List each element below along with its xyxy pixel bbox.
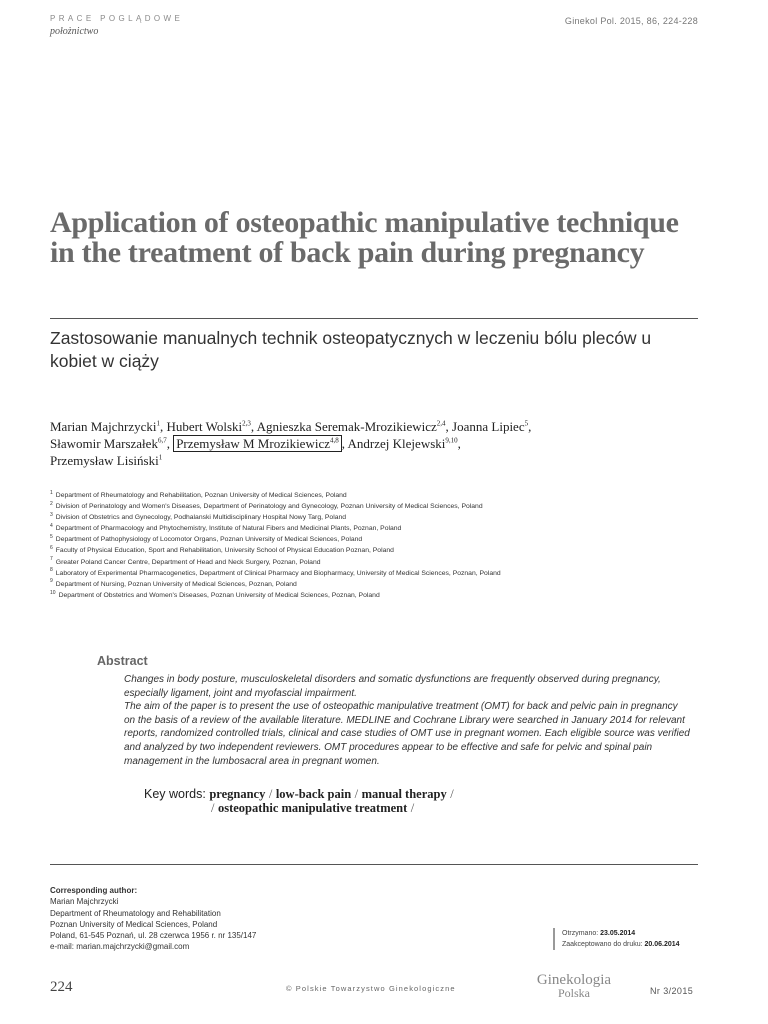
keywords-line: Key words: pregnancy / low-back pain / manual therapy / bbox=[144, 787, 454, 801]
affiliation-text: Department of Pathophysiology of Locomotor Organs, Poznan University of Medical Sciences, Poland bbox=[55, 536, 363, 544]
affiliation-text: Department of Rheumatology and Rehabilitation, Poznan University of Medical Sciences, Poland bbox=[55, 492, 347, 499]
abstract-heading: Abstract bbox=[97, 654, 148, 668]
keyword: low-back pain bbox=[275, 787, 352, 801]
affiliation-text: Division of Perinatology and Women's Diseases, Department of Perinatology and Gynecology, Poznan University of Medical Sciences, Poland bbox=[55, 503, 483, 511]
highlighted-author bbox=[173, 435, 342, 452]
corresponding-author-line: Poland, 61-545 Poznań, ul. 28 czerwca 1956 r. nr 135/147 bbox=[50, 931, 257, 941]
affiliation-text: Department of Pharmacology and Phytochemistry, Institute of Natural Fibers and Medicinal Plants, Poznan, Poland bbox=[55, 525, 402, 533]
affiliation-item bbox=[50, 490, 710, 501]
author-affiliation-ref: 9,10 bbox=[445, 436, 458, 445]
abstract-paragraph: The aim of the paper is to present the use of osteopathic manipulative treatment (OMT) for back and pelvic pain in pregnancy on the basis of a review of the available literature. MEDLINE and Cochrane Library were searched in January 2014 for relevant reports, randomized controlled trials, clinical and case studies of OMT use in pregnant women. Each eligible source was verified and analyzed by two independent reviewers. OMT procedures appear to be effective and safe for pelvic and spinal pain management in the lumbosacral area in pregnant women. bbox=[124, 701, 690, 767]
corresponding-author-line: Marian Majchrzycki bbox=[50, 897, 119, 907]
received-date: Otrzymano: 23.05.2014 bbox=[562, 930, 636, 937]
author-name: Joanna Lipiec bbox=[452, 419, 525, 434]
affiliation-text: Department of Obstetrics and Women's Diseases, Poznan University of Medical Sciences, Poznan, Poland bbox=[58, 591, 380, 599]
author-name: Przemysław Lisiński bbox=[50, 453, 159, 468]
keyword: osteopathic manipulative treatment bbox=[217, 801, 408, 815]
affiliation-text: Greater Poland Cancer Centre, Department of Head and Neck Surgery, Poznan, Poland bbox=[55, 558, 321, 566]
abstract-body bbox=[124, 673, 690, 768]
affiliation-item bbox=[50, 501, 710, 512]
affiliation-number: 6 bbox=[50, 545, 53, 552]
affiliation-number: 9 bbox=[50, 578, 53, 585]
keyword: manual therapy bbox=[361, 787, 447, 801]
issue-number: Nr 3/2015 bbox=[650, 986, 694, 996]
author-name: Agnieszka Seremak-Mrozikiewicz bbox=[256, 419, 437, 434]
affiliation-text: Laboratory of Experimental Pharmacogenetics, Department of Clinical Pharmacy and Biopharmacy, University of Medical Sciences, Poznan, Poland bbox=[55, 569, 501, 577]
keywords-line: / osteopathic manipulative treatment / bbox=[211, 801, 415, 815]
affiliation-number: 4 bbox=[50, 523, 53, 530]
affiliation-text: Department of Nursing, Poznan University of Medical Sciences, Poznan, Poland bbox=[55, 580, 297, 588]
author-affiliation-ref: 5 bbox=[524, 419, 529, 428]
affiliation-item bbox=[50, 534, 710, 545]
affiliation-number: 7 bbox=[50, 556, 53, 563]
page-number: 224 bbox=[50, 979, 73, 995]
section-label: PRACE POGLĄDOWE bbox=[50, 14, 184, 23]
corresponding-author-heading: Corresponding author: bbox=[50, 886, 138, 895]
copyright-notice: © Polskie Towarzystwo Ginekologiczne bbox=[286, 984, 456, 993]
article-subtitle: Zastosowanie manualnych technik osteopatycznych w leczeniu bólu pleców u kobiet w ciąży bbox=[50, 328, 652, 371]
subsection-label: położnictwo bbox=[50, 26, 99, 37]
affiliation-item bbox=[50, 590, 710, 601]
accepted-date: Zaakceptowano do druku: 20.06.2014 bbox=[562, 941, 680, 948]
affiliation-number: 3 bbox=[50, 511, 53, 518]
journal-citation: Ginekol Pol. 2015, 86, 224-228 bbox=[564, 16, 698, 26]
title-divider bbox=[50, 318, 698, 319]
corresponding-author-email: e-mail: marian.majchrzycki@gmail.com bbox=[50, 942, 190, 952]
submission-dates bbox=[553, 928, 680, 950]
affiliation-item bbox=[50, 557, 710, 568]
keyword: pregnancy bbox=[209, 787, 266, 801]
affiliation-number: 2 bbox=[50, 500, 53, 507]
corresponding-author-block bbox=[50, 885, 256, 953]
affiliation-item bbox=[50, 523, 710, 534]
author-name: Sławomir Marszałek bbox=[50, 436, 158, 451]
corresponding-author-line: Department of Rheumatology and Rehabilitation bbox=[50, 908, 221, 918]
author-name: Marian Majchrzycki bbox=[50, 419, 157, 434]
affiliation-list bbox=[50, 490, 710, 601]
affiliation-item bbox=[50, 579, 710, 590]
affiliation-text: Division of Obstetrics and Gynecology, Podhalanski Multidisciplinary Hospital Nowy Targ, Poland bbox=[55, 514, 347, 522]
corresponding-author-line: Poznan University of Medical Sciences, Poland bbox=[50, 919, 218, 929]
affiliation-number: 1 bbox=[50, 489, 53, 496]
author-list: Marian Majchrzycki$^1$, Hubert Wolski$^{2,3}$, Agnieszka Seremak-Mrozikiewicz$^{2,4}$, Joanna Lipiec$^5$, Sławomir Marszałek$^{6,7}$, Przemysław M Mrozikiewicz$^{4,8}$ , Andrzej Klejewski$^{9,10}$, Przemysław Lisiński$^1$ bbox=[50, 419, 532, 468]
abstract-paragraph: Changes in body posture, musculoskeletal disorders and somatic dysfunctions are frequently observed during pregnancy, especially ligament, joint and myofascial impairment. bbox=[124, 674, 661, 699]
affiliation-number: 10 bbox=[50, 589, 56, 596]
footer-divider bbox=[50, 864, 698, 865]
affiliation-number: 5 bbox=[50, 534, 53, 541]
affiliation-item bbox=[50, 568, 710, 579]
keywords-label: Key words: bbox=[144, 787, 206, 801]
author-affiliation-ref: 4,8 bbox=[330, 436, 339, 445]
article-title: Application of osteopathic manipulative technique in the treatment of back pain during pregnancy bbox=[50, 206, 679, 269]
author-affiliation-ref: 2,3 bbox=[242, 419, 251, 428]
author-affiliation-ref: 1 bbox=[156, 419, 160, 428]
author-affiliation-ref: 1 bbox=[158, 453, 163, 462]
author-name: Przemysław M Mrozikiewicz bbox=[176, 436, 330, 451]
affiliation-text: Faculty of Physical Education, Sport and Rehabilitation, University School of Physical Education Poznan, Poland bbox=[55, 547, 394, 555]
author-affiliation-ref: 6,7 bbox=[157, 436, 167, 445]
journal-logo: Ginekologia Polska bbox=[536, 972, 612, 1000]
author-affiliation-ref: 2,4 bbox=[436, 419, 446, 428]
author-name: Hubert Wolski bbox=[166, 419, 243, 434]
affiliation-item bbox=[50, 545, 710, 556]
affiliation-item bbox=[50, 512, 710, 523]
author-name: Andrzej Klejewski bbox=[347, 436, 446, 451]
affiliation-number: 8 bbox=[50, 567, 53, 574]
